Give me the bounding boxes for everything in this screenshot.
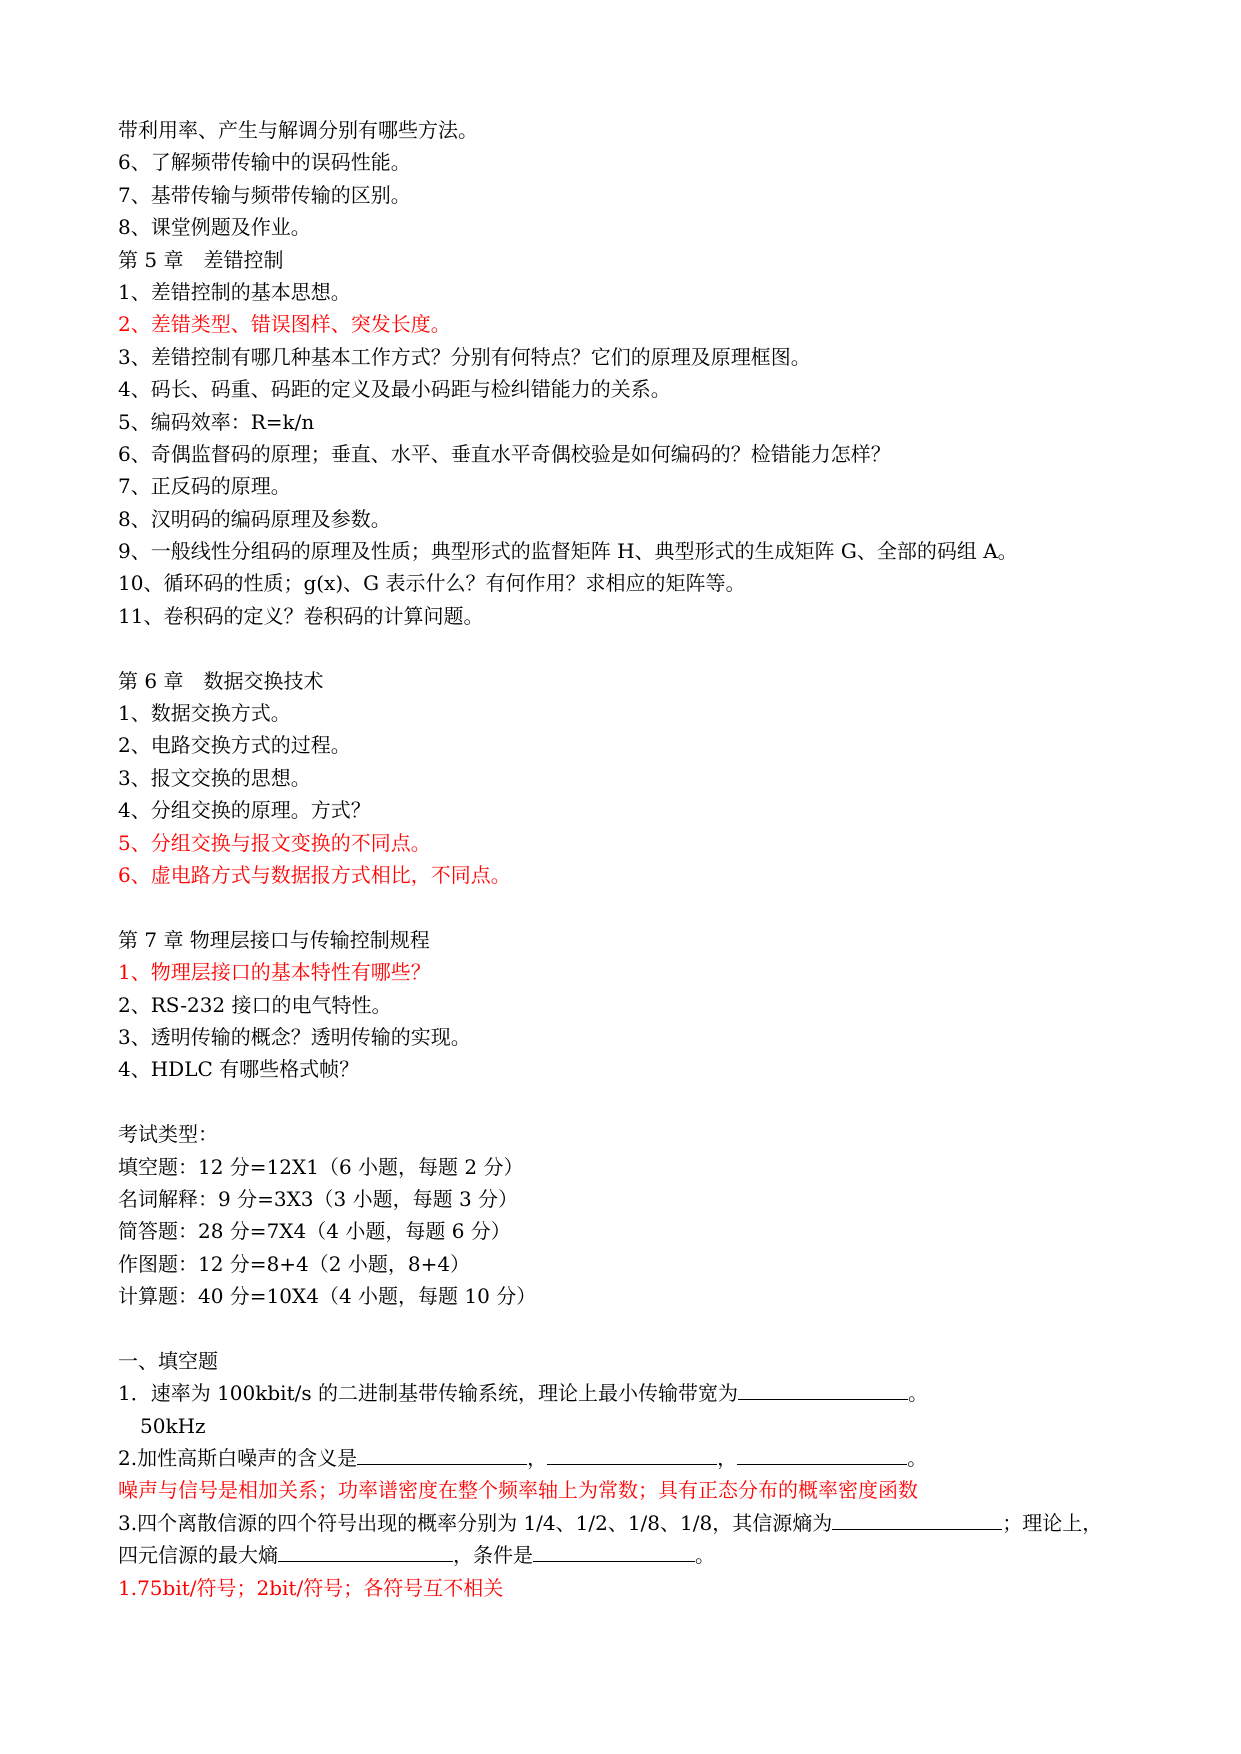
question-2-end: 。 (907, 1446, 928, 1471)
text-line: 3、透明传输的概念？透明传输的实现。 (118, 1024, 471, 1049)
answer-blank (832, 1507, 1002, 1530)
answer-blank (278, 1539, 453, 1562)
text-line: 1、差错控制的基本思想。 (118, 279, 351, 304)
text-line: 2、差错类型、错误图样、突发长度。 (118, 312, 451, 337)
exam-types-block (118, 1118, 1138, 1312)
question-3-end: 。 (695, 1543, 715, 1568)
question-3-continued (118, 1539, 1138, 1571)
text-line: 1、物理层接口的基本特性有哪些？ (118, 960, 431, 985)
text-line: 1、数据交换方式。 (118, 701, 291, 726)
text-line: 名词解释：9 分=3X3（3 小题，每题 3 分） (118, 1186, 519, 1211)
answer-blank (547, 1442, 717, 1465)
text-line: 第 6 章 数据交换技术 (118, 668, 324, 693)
text-line: 考试类型： (118, 1122, 218, 1147)
text-line: 2、电路交换方式的过程。 (118, 733, 351, 758)
question-1 (118, 1377, 1138, 1409)
text-line: 带利用率、产生与解调分别有哪些方法。 (118, 118, 478, 142)
answer-blank (738, 1377, 908, 1400)
chapter-block-continued (118, 114, 1138, 632)
text-line: 10、循环码的性质；g(x)、G 表示什么？有何作用？求相应的矩阵等。 (118, 571, 746, 596)
text-line: 4、码长、码重、码距的定义及最小码距与检纠错能力的关系。 (118, 377, 671, 402)
text-line: 填空题：12 分=12X1（6 小题，每题 2 分） (118, 1154, 524, 1179)
answer-blank (357, 1442, 527, 1465)
text-line: 2、RS-232 接口的电气特性。 (118, 992, 392, 1017)
text-line: 第 5 章 差错控制 (118, 247, 284, 272)
question-3-line2-text: 四元信源的最大熵 (118, 1543, 278, 1568)
section-title-fill-blank: 一、填空题 (118, 1348, 218, 1373)
text-line: 9、一般线性分组码的原理及性质；典型形式的监督矩阵 H、典型形式的生成矩阵 G、全部的码组 A。 (118, 539, 1018, 564)
question-2-text: 2.加性高斯白噪声的含义是 (118, 1446, 358, 1471)
blank-line (118, 891, 1138, 923)
text-line: 3、报文交换的思想。 (118, 765, 311, 790)
question-1-text: 1．速率为 100kbit/s 的二进制基带传输系统，理论上最小传输带宽为 (118, 1381, 738, 1406)
answer-blank (737, 1442, 907, 1465)
question-3-text: 3.四个离散信源的四个符号出现的概率分别为 1/4、1/2、1/8、1/8，其信源熵为 (118, 1510, 833, 1535)
chapter-6-block (118, 665, 1138, 892)
blank-line (118, 1312, 1138, 1344)
text-line: 5、分组交换与报文变换的不同点。 (118, 830, 431, 855)
text-line: 4、分组交换的原理。方式？ (118, 798, 371, 823)
text-line: 6、虚电路方式与数据报方式相比，不同点。 (118, 862, 511, 887)
text-line: 6、奇偶监督码的原理；垂直、水平、垂直水平奇偶校验是如何编码的？检错能力怎样？ (118, 441, 891, 466)
question-2-answer: 噪声与信号是相加关系；功率谱密度在整个频率轴上为常数；具有正态分布的概率密度函数 (118, 1478, 918, 1503)
text-line: 5、编码效率：R=k/n (118, 409, 315, 434)
text-line: 4、HDLC 有哪些格式帧？ (118, 1057, 360, 1082)
answer-blank (533, 1539, 695, 1562)
question-3 (118, 1507, 1138, 1539)
question-1-answer: 50kHz (140, 1413, 206, 1438)
text-line: 8、汉明码的编码原理及参数。 (118, 506, 391, 531)
question-1-end: 。 (907, 1381, 928, 1406)
document-page (118, 114, 1138, 1604)
text-line: 11、卷积码的定义？卷积码的计算问题。 (118, 603, 484, 628)
text-line: 7、基带传输与频带传输的区别。 (118, 182, 411, 207)
chapter-7-block (118, 924, 1138, 1086)
text-line: 6、了解频带传输中的误码性能。 (118, 150, 411, 175)
text-line: 8、课堂例题及作业。 (118, 215, 311, 240)
question-3-answer: 1.75bit/符号；2bit/符号；各符号互不相关 (118, 1575, 504, 1600)
blank-line (118, 632, 1138, 664)
question-3-mid: ；理论上， (1002, 1510, 1103, 1535)
blank-line (118, 1086, 1138, 1118)
text-line: 第 7 章 物理层接口与传输控制规程 (118, 927, 430, 952)
text-line: 7、正反码的原理。 (118, 474, 291, 499)
text-line: 3、差错控制有哪几种基本工作方式？分别有何特点？它们的原理及原理框图。 (118, 344, 811, 369)
text-line: 作图题：12 分=8+4（2 小题，8+4） (118, 1251, 471, 1276)
question-2 (118, 1442, 1138, 1474)
question-2-sep: ， (717, 1446, 738, 1471)
question-2-sep: ， (527, 1446, 548, 1471)
text-line: 计算题：40 分=10X4（4 小题，每题 10 分） (118, 1284, 537, 1309)
text-line: 简答题：28 分=7X4（4 小题，每题 6 分） (118, 1219, 511, 1244)
question-3-line2-mid: ，条件是 (453, 1543, 533, 1568)
